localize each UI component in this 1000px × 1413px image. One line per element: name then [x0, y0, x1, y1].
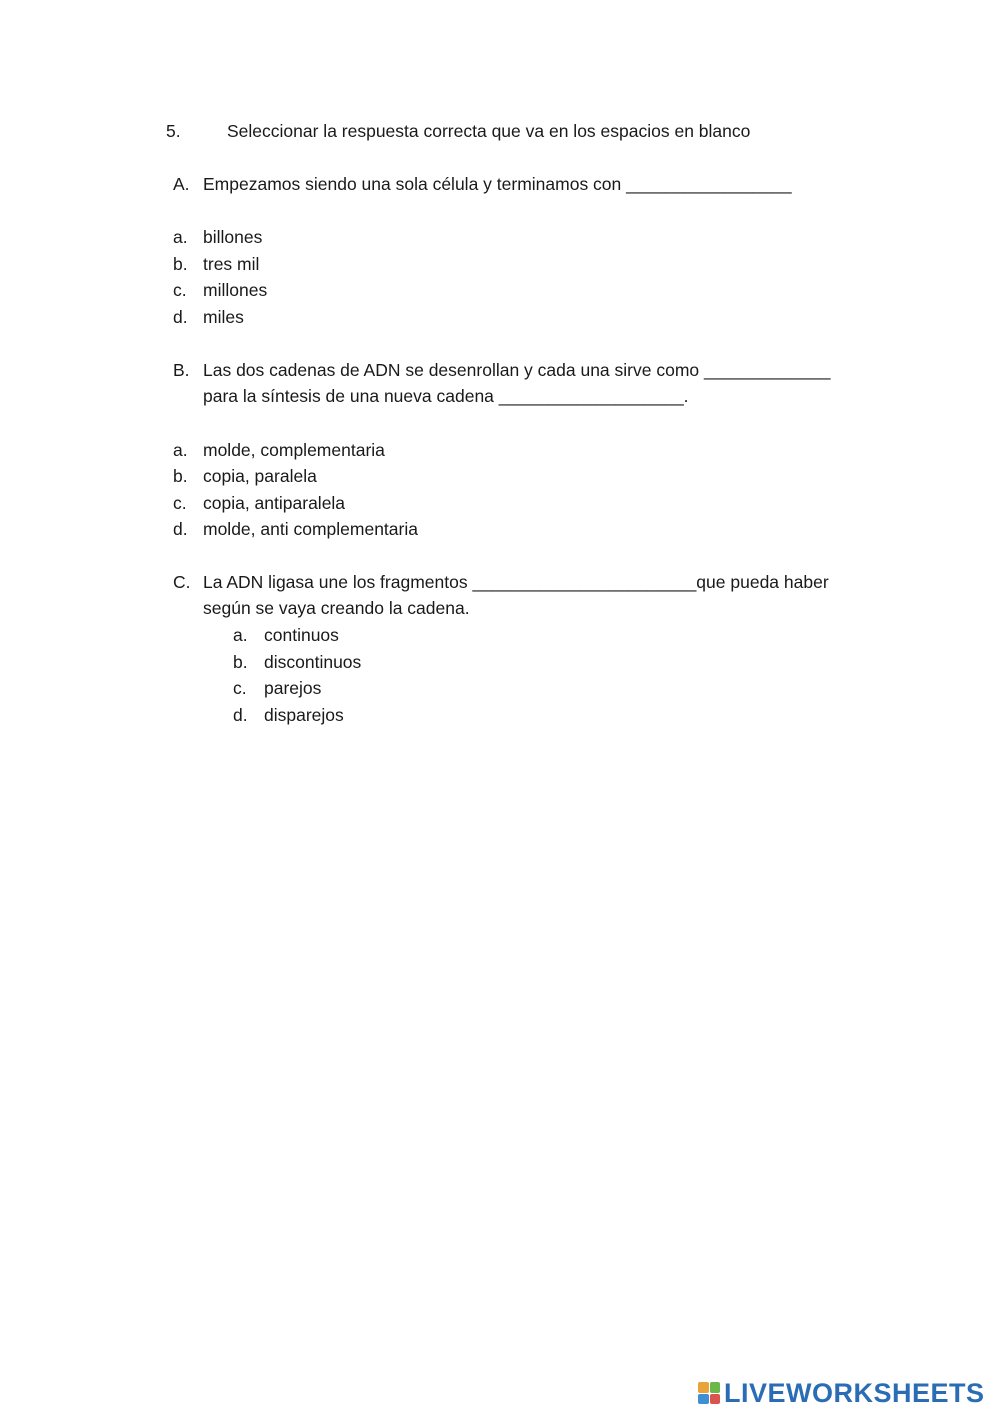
item-c-option-d[interactable]: disparejos — [264, 705, 344, 725]
item-a-option-d[interactable]: miles — [203, 307, 244, 327]
item-c-option-b[interactable]: discontinuos — [264, 652, 362, 672]
item-c-option-c[interactable]: parejos — [264, 678, 322, 698]
item-a-option-b[interactable]: tres mil — [203, 254, 260, 274]
question-title: Seleccionar la respuesta correcta que va en los espacios en blanco — [227, 121, 751, 141]
item-b-option-d[interactable]: molde, anti complementaria — [203, 519, 418, 539]
item-a-option-a[interactable]: billones — [203, 227, 263, 247]
item-b-option-c-marker: c. — [173, 493, 187, 513]
item-b-option-a[interactable]: molde, complementaria — [203, 440, 385, 460]
item-c-option-d-marker: d. — [233, 705, 248, 725]
item-c-prompt-line-1: La ADN ligasa une los fragmentos _______________________que pueda haber — [203, 572, 829, 592]
item-b-option-b[interactable]: copia, paralela — [203, 466, 317, 486]
item-c-option-c-marker: c. — [233, 678, 247, 698]
item-a-marker: A. — [173, 174, 190, 194]
item-b-option-c[interactable]: copia, antiparalela — [203, 493, 346, 513]
item-c-option-a[interactable]: continuos — [264, 625, 339, 645]
item-c-prompt-line-2: según se vaya creando la cadena. — [203, 598, 470, 618]
item-c-option-b-marker: b. — [233, 652, 248, 672]
item-b-option-d-marker: d. — [173, 519, 188, 539]
item-c-option-a-marker: a. — [233, 625, 248, 645]
brand-text: LIVEWORKSHEETS — [724, 1377, 985, 1408]
item-a-option-b-marker: b. — [173, 254, 188, 274]
item-a-option-c-marker: c. — [173, 280, 187, 300]
item-a-option-c[interactable]: millones — [203, 280, 268, 300]
item-c-marker: C. — [173, 572, 191, 592]
item-b-option-b-marker: b. — [173, 466, 188, 486]
liveworksheets-logo-icon — [698, 1382, 720, 1404]
item-b-prompt-line-2: para la síntesis de una nueva cadena ___________________. — [203, 386, 689, 406]
item-b-prompt-line-1: Las dos cadenas de ADN se desenrollan y cada una sirve como _____________ — [203, 360, 831, 380]
item-b-option-a-marker: a. — [173, 440, 188, 460]
item-b-marker: B. — [173, 360, 190, 380]
item-a-prompt: Empezamos siendo una sola célula y terminamos con _________________ — [203, 174, 792, 194]
item-a-option-d-marker: d. — [173, 307, 188, 327]
question-number: 5. — [166, 121, 181, 141]
item-a-option-a-marker: a. — [173, 227, 188, 247]
liveworksheets-brand — [698, 1377, 985, 1408]
